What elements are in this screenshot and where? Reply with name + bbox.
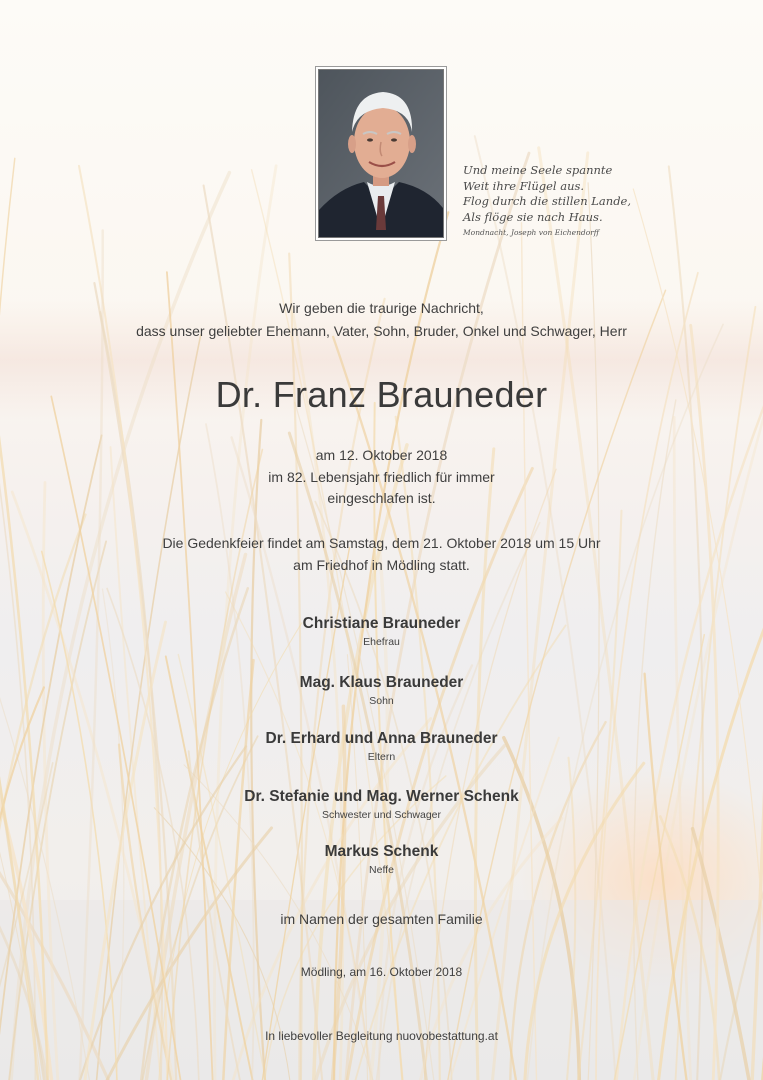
intro-line: Wir geben die traurige Nachricht, [279, 300, 484, 316]
poem-line: Und meine Seele spannte [463, 163, 613, 177]
mourner-relation: Eltern [367, 751, 396, 763]
poem-line: Weit ihre Flügel aus. [463, 178, 585, 193]
intro-line: dass unser geliebter Ehemann, Vater, Sohn, Bruder, Onkel und Schwager, Herr [136, 323, 627, 339]
mourner-relation: Ehefrau [363, 636, 400, 648]
ceremony-notice [0, 532, 763, 576]
mourner-relation: Sohn [369, 695, 394, 707]
mourner-entry [0, 842, 763, 877]
poem-source: Mondnacht, Joseph von Eichendorff [463, 228, 600, 237]
poem-quote [463, 163, 733, 239]
poem-line: Als flöge sie nach Haus. [463, 209, 603, 224]
death-line: eingeschlafen ist. [327, 490, 436, 506]
mourner-name: Dr. Erhard und Anna Brauneder [265, 730, 498, 747]
death-line: am 12. Oktober 2018 [315, 447, 448, 463]
intro-text [0, 297, 763, 343]
mourner-name: Markus Schenk [324, 843, 439, 860]
footer-credit: In liebevoller Begleitung nuovobestattung.at [265, 1029, 498, 1043]
portrait-photo [318, 69, 444, 238]
death-notice [0, 445, 763, 510]
mourner-entry [0, 673, 763, 708]
deceased-name: Dr. Franz Brauneder [215, 374, 548, 415]
ceremony-line: am Friedhof in Mödling statt. [293, 557, 470, 573]
ceremony-line: Die Gedenkfeier findet am Samstag, dem 21. Oktober 2018 um 15 Uhr [162, 535, 601, 551]
mourner-relation: Schwester und Schwager [321, 809, 442, 821]
mourner-entry [0, 614, 763, 649]
mourner-name: Mag. Klaus Brauneder [299, 674, 464, 691]
mourner-entry [0, 729, 763, 764]
family-signature: im Namen der gesamten Familie [280, 911, 483, 927]
mourner-relation: Neffe [369, 864, 394, 876]
place-date: Mödling, am 16. Oktober 2018 [300, 965, 463, 979]
mourner-name: Christiane Brauneder [302, 615, 461, 632]
poem-line: Flog durch die stillen Lande, [463, 194, 632, 208]
death-line: im 82. Lebensjahr friedlich für immer [268, 468, 495, 485]
mourner-entry [0, 787, 763, 822]
mourner-name: Dr. Stefanie und Mag. Werner Schenk [244, 788, 519, 805]
